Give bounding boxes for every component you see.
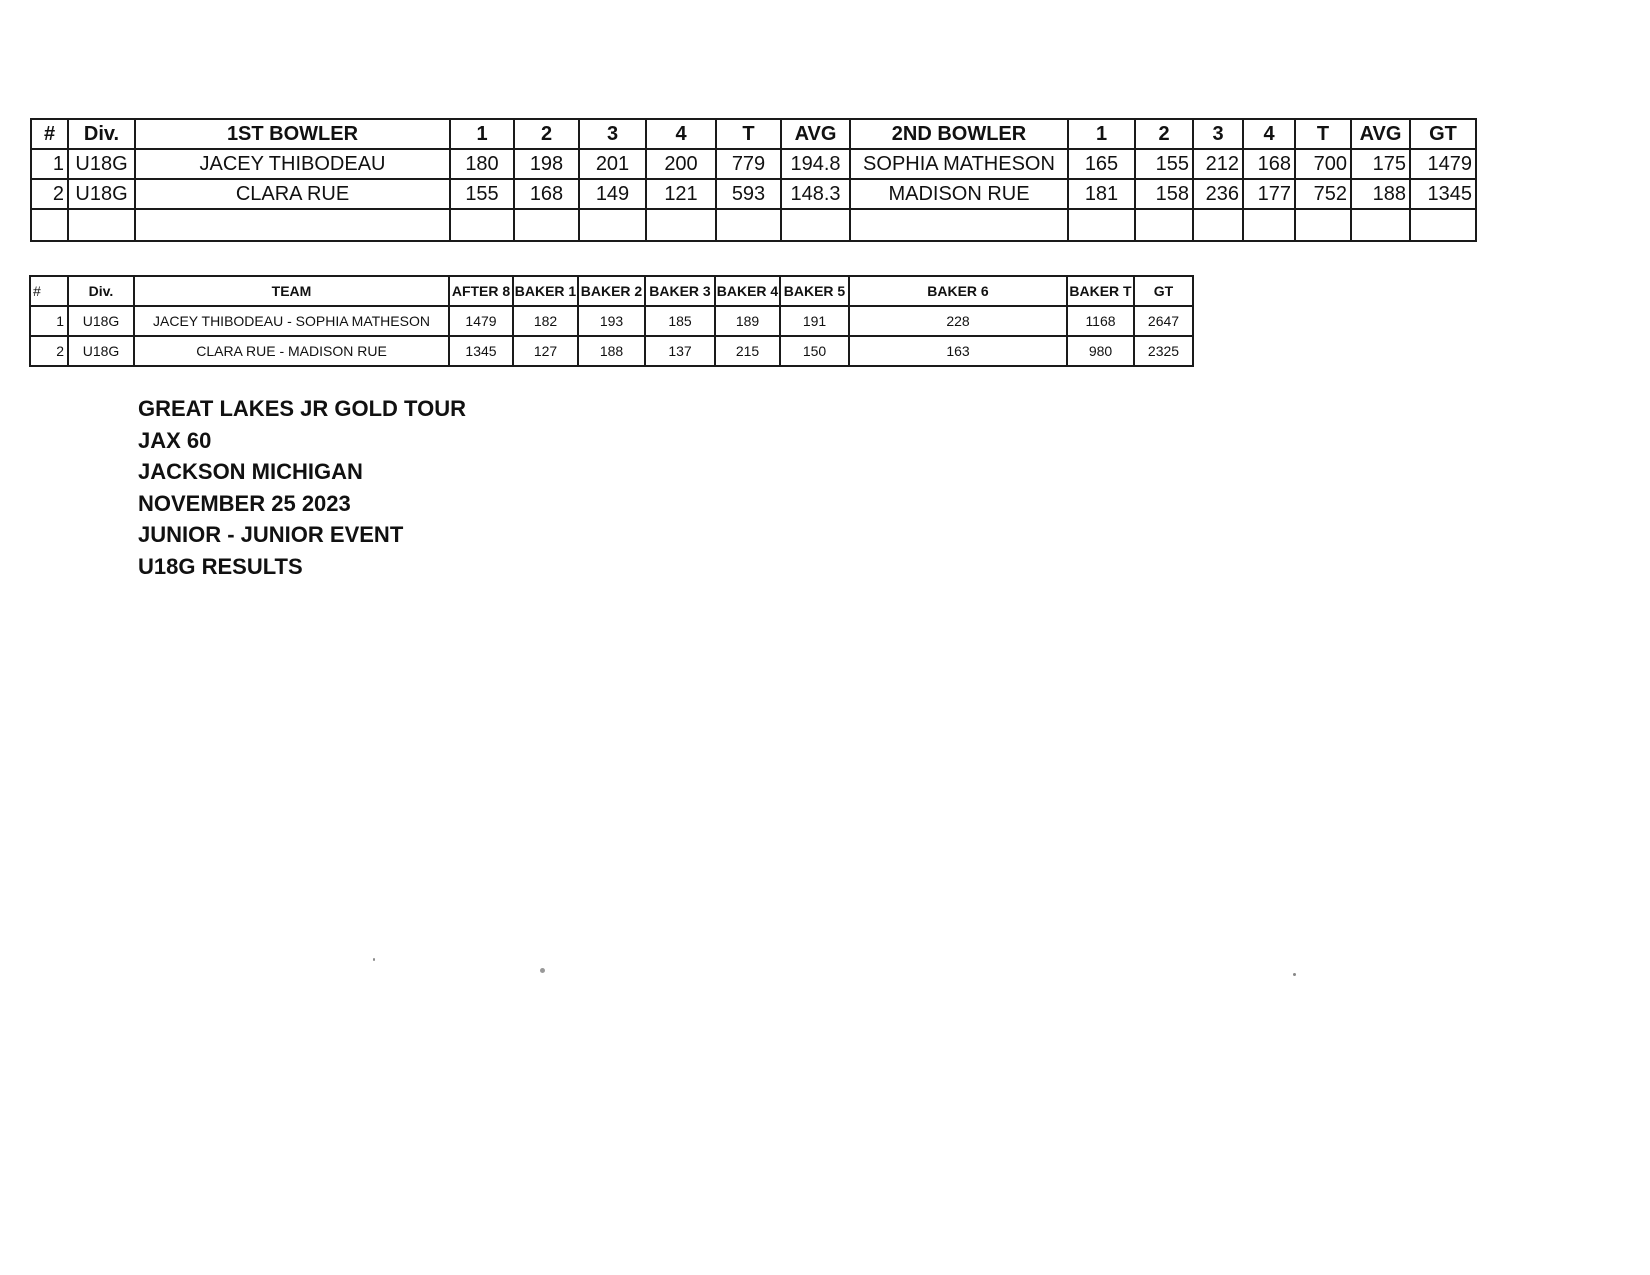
col-header-first-bowler: 1ST BOWLER xyxy=(135,119,450,149)
event-info-block xyxy=(138,393,466,582)
empty-cell xyxy=(781,209,850,241)
score-cell: 168 xyxy=(1243,149,1295,179)
col-header-baker-total: BAKER T xyxy=(1067,276,1134,306)
empty-cell xyxy=(31,209,68,241)
results-division: U18G RESULTS xyxy=(138,553,303,579)
empty-cell xyxy=(1135,209,1193,241)
division-cell: U18G xyxy=(68,336,134,366)
baker-game-cell: 228 xyxy=(849,306,1067,336)
score-cell: 177 xyxy=(1243,179,1295,209)
col-header-total: T xyxy=(716,119,781,149)
col-header-game-2: 2 xyxy=(514,119,579,149)
after-8-cell: 1345 xyxy=(449,336,513,366)
scan-speck xyxy=(373,958,375,961)
empty-cell xyxy=(1410,209,1476,241)
col-header-baker-5: BAKER 5 xyxy=(780,276,849,306)
average-cell: 188 xyxy=(1351,179,1410,209)
col-header-team: TEAM xyxy=(134,276,449,306)
score-cell: 198 xyxy=(514,149,579,179)
team-name-cell: JACEY THIBODEAU - SOPHIA MATHESON xyxy=(134,306,449,336)
col-header-baker-4: BAKER 4 xyxy=(715,276,780,306)
baker-header-row xyxy=(30,276,1193,306)
average-cell: 175 xyxy=(1351,149,1410,179)
col-header-game-2-b: 2 xyxy=(1135,119,1193,149)
table-row xyxy=(30,336,1193,366)
bowler-name-cell: CLARA RUE xyxy=(135,179,450,209)
baker-total-cell: 980 xyxy=(1067,336,1134,366)
event-date: NOVEMBER 25 2023 xyxy=(138,490,351,516)
score-cell: 200 xyxy=(646,149,716,179)
score-cell: 212 xyxy=(1193,149,1243,179)
score-cell: 180 xyxy=(450,149,514,179)
empty-cell xyxy=(716,209,781,241)
team-name-cell: CLARA RUE - MADISON RUE xyxy=(134,336,449,366)
col-header-baker-1: BAKER 1 xyxy=(513,276,578,306)
scan-speck xyxy=(540,968,545,973)
empty-cell xyxy=(850,209,1068,241)
baker-game-cell: 163 xyxy=(849,336,1067,366)
col-header-game-1: 1 xyxy=(450,119,514,149)
event-location: JACKSON MICHIGAN xyxy=(138,459,363,484)
baker-game-cell: 215 xyxy=(715,336,780,366)
baker-game-cell: 188 xyxy=(578,336,645,366)
scores-header-row xyxy=(31,119,1476,149)
score-cell: 121 xyxy=(646,179,716,209)
empty-cell xyxy=(579,209,646,241)
division-cell: U18G xyxy=(68,306,134,336)
average-cell: 194.8 xyxy=(781,149,850,179)
tour-name: GREAT LAKES JR GOLD TOUR xyxy=(138,396,466,421)
rank-cell: 1 xyxy=(31,149,68,179)
score-cell: 149 xyxy=(579,179,646,209)
col-header-baker-6: BAKER 6 xyxy=(849,276,1067,306)
table-row xyxy=(30,306,1193,336)
col-header-baker-2: BAKER 2 xyxy=(578,276,645,306)
empty-cell xyxy=(1243,209,1295,241)
baker-total-cell: 1168 xyxy=(1067,306,1134,336)
empty-cell xyxy=(1193,209,1243,241)
col-header-game-4-b: 4 xyxy=(1243,119,1295,149)
col-header-rank: # xyxy=(31,119,68,149)
score-cell: 201 xyxy=(579,149,646,179)
col-header-grand-total: GT xyxy=(1410,119,1476,149)
grand-total-cell: 1479 xyxy=(1410,149,1476,179)
baker-game-cell: 185 xyxy=(645,306,715,336)
division-cell: U18G xyxy=(68,149,135,179)
empty-cell xyxy=(1351,209,1410,241)
average-cell: 148.3 xyxy=(781,179,850,209)
col-header-division: Div. xyxy=(68,276,134,306)
baker-game-cell: 191 xyxy=(780,306,849,336)
score-cell: 236 xyxy=(1193,179,1243,209)
total-cell: 593 xyxy=(716,179,781,209)
grand-total-cell: 2647 xyxy=(1134,306,1193,336)
division-cell: U18G xyxy=(68,179,135,209)
baker-game-cell: 137 xyxy=(645,336,715,366)
venue-name: JAX 60 xyxy=(138,427,212,453)
total-cell: 779 xyxy=(716,149,781,179)
after-8-cell: 1479 xyxy=(449,306,513,336)
rank-cell: 2 xyxy=(30,336,68,366)
col-header-second-bowler: 2ND BOWLER xyxy=(850,119,1068,149)
rank-cell: 1 xyxy=(30,306,68,336)
score-cell: 168 xyxy=(514,179,579,209)
empty-cell xyxy=(1295,209,1351,241)
bowler-name-cell: SOPHIA MATHESON xyxy=(850,149,1068,179)
col-header-after-8: AFTER 8 xyxy=(449,276,513,306)
bowler-name-cell: MADISON RUE xyxy=(850,179,1068,209)
baker-table xyxy=(29,275,1194,367)
col-header-grand-total: GT xyxy=(1134,276,1193,306)
col-header-average-b: AVG xyxy=(1351,119,1410,149)
bowler-name-cell: JACEY THIBODEAU xyxy=(135,149,450,179)
col-header-game-1-b: 1 xyxy=(1068,119,1135,149)
baker-game-cell: 127 xyxy=(513,336,578,366)
scan-speck xyxy=(1293,973,1296,976)
empty-cell xyxy=(1068,209,1135,241)
col-header-average: AVG xyxy=(781,119,850,149)
grand-total-cell: 1345 xyxy=(1410,179,1476,209)
empty-table-row xyxy=(31,209,1476,241)
baker-game-cell: 193 xyxy=(578,306,645,336)
col-header-game-3: 3 xyxy=(579,119,646,149)
grand-total-cell: 2325 xyxy=(1134,336,1193,366)
table-row xyxy=(31,179,1476,209)
empty-cell xyxy=(450,209,514,241)
empty-cell xyxy=(68,209,135,241)
rank-cell: 2 xyxy=(31,179,68,209)
col-header-total-b: T xyxy=(1295,119,1351,149)
scores-table xyxy=(30,118,1477,242)
baker-game-cell: 182 xyxy=(513,306,578,336)
empty-cell xyxy=(135,209,450,241)
baker-game-cell: 189 xyxy=(715,306,780,336)
score-cell: 155 xyxy=(1135,149,1193,179)
col-header-baker-3: BAKER 3 xyxy=(645,276,715,306)
score-cell: 158 xyxy=(1135,179,1193,209)
empty-cell xyxy=(514,209,579,241)
event-name: JUNIOR - JUNIOR EVENT xyxy=(138,522,404,547)
empty-cell xyxy=(646,209,716,241)
col-header-division: Div. xyxy=(68,119,135,149)
col-header-game-3-b: 3 xyxy=(1193,119,1243,149)
table-row xyxy=(31,149,1476,179)
score-cell: 165 xyxy=(1068,149,1135,179)
total-cell: 752 xyxy=(1295,179,1351,209)
col-header-rank: # xyxy=(30,276,68,306)
col-header-game-4: 4 xyxy=(646,119,716,149)
score-cell: 155 xyxy=(450,179,514,209)
score-cell: 181 xyxy=(1068,179,1135,209)
baker-game-cell: 150 xyxy=(780,336,849,366)
total-cell: 700 xyxy=(1295,149,1351,179)
